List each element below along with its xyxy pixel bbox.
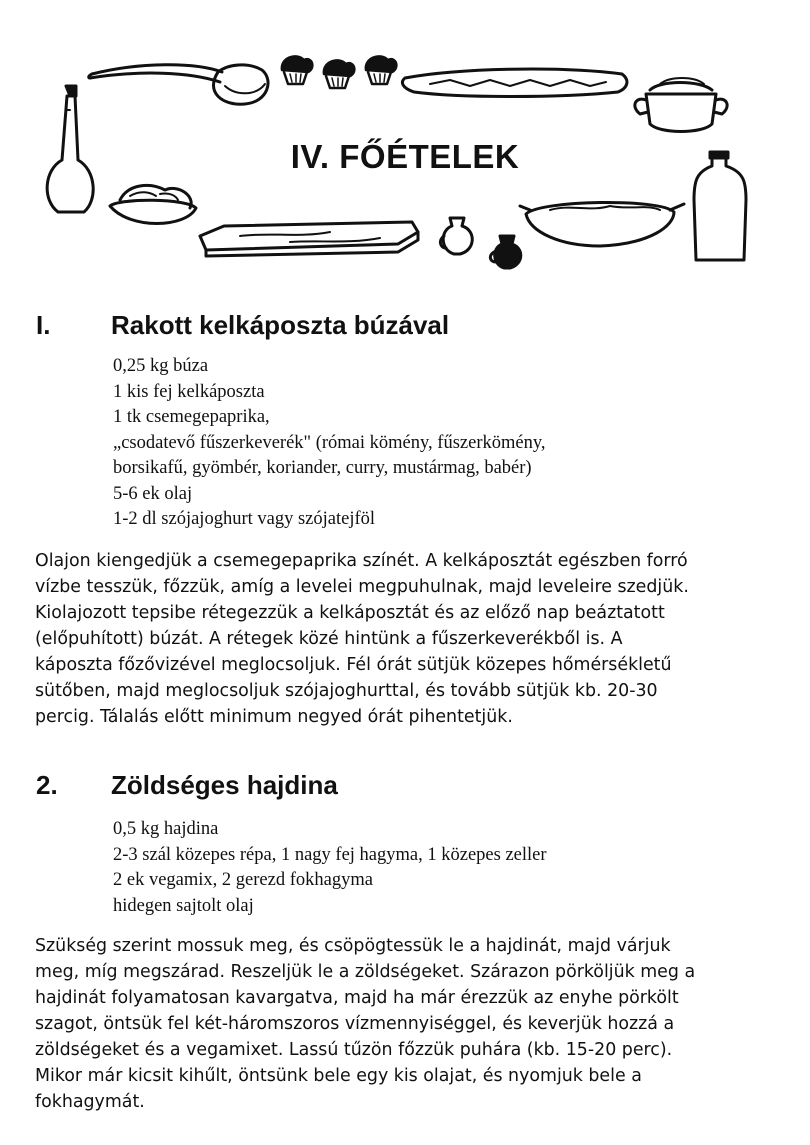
ingredient-line: hidegen sajtolt olaj <box>113 895 254 916</box>
ingredient-line: 5-6 ek olaj <box>113 483 193 504</box>
muffins-icon <box>282 56 397 88</box>
method-line: sütőben, majd meglocsoljuk szójajoghurttal, és tovább sütjük kb. 20-30 <box>35 681 658 701</box>
cutting-board-icon <box>200 222 418 256</box>
method-paragraph <box>35 548 787 730</box>
method-paragraph <box>35 933 787 1115</box>
recipe-number: 2. <box>36 770 58 800</box>
jug-icon <box>490 236 520 268</box>
bowl-icon <box>110 185 196 223</box>
method-line: hajdinát folyamatosan kavargatva, majd ha már érezzük az enyhe pörkölt <box>35 988 679 1008</box>
ingredient-line: 0,5 kg hajdina <box>113 819 219 839</box>
method-line: percig. Tálalás előtt minimum negyed órát pihentetjük. <box>35 707 513 727</box>
method-line: fokhagymát. <box>35 1092 145 1112</box>
recipe-number: I. <box>36 310 51 340</box>
method-line: vízbe tesszük, főzzük, amíg a levelei megpuhulnak, majd leveleire szedjük. <box>35 577 689 597</box>
ingredient-list <box>113 354 546 533</box>
ladle-icon <box>89 65 268 104</box>
method-line: zöldségeket és a vegamixet. Lassú tűzön főzzük puhára (kb. 15-20 perc). <box>35 1040 673 1060</box>
ingredient-line: borsikafű, gyömbér, koriander, curry, mustármag, babér) <box>113 458 532 478</box>
ingredient-list <box>113 817 547 919</box>
method-line: Szükség szerint mossuk meg, és csöpögtessük le a hajdinát, majd várjuk <box>35 936 671 956</box>
baking-dish-icon <box>520 202 684 246</box>
method-line: szagot, öntsük fel két-háromszoros vízmennyiséggel, és keverjük hozzá a <box>35 1014 675 1034</box>
method-line: Mikor már kicsit kihűlt, öntsünk bele egy kis olajat, és nyomjuk bele a <box>35 1066 642 1086</box>
ingredient-line: 0,25 kg búza <box>113 356 209 376</box>
method-line: (előpuhított) búzát. A rétegek közé hintünk a fűszerkeverékből is. A <box>35 629 623 649</box>
ingredient-line: 1-2 dl szójajoghurt vagy szójatejföl <box>113 509 376 529</box>
chapter-title: IV. FŐÉTELEK <box>290 138 520 175</box>
ingredient-line: 1 kis fej kelkáposzta <box>113 381 265 402</box>
ingredient-line: „csodatevő fűszerkeverék" (római kömény, fűszerkömény, <box>113 432 546 453</box>
platter-icon <box>402 69 626 96</box>
ingredient-line: 2 ek vegamix, 2 gerezd fokhagyma <box>113 870 373 890</box>
method-line: Olajon kiengedjük a csemegepaprika színét. A kelkáposztát egészben forró <box>35 551 688 571</box>
jug-icon <box>440 218 472 254</box>
method-line: Kiolajozott tepsibe rétegezzük a kelkáposztát és az előző nap beáztatott <box>35 603 665 623</box>
ingredient-line: 1 tk csemegepaprika, <box>113 407 270 427</box>
method-line: meg, míg megszárad. Reszeljük le a zöldségeket. Szárazon pörköljük meg a <box>35 962 696 982</box>
pot-icon <box>635 78 727 132</box>
recipe-title: Zöldséges hajdina <box>111 770 338 800</box>
method-line: káposzta főzővizével meglocsoljuk. Fél órát sütjük közepes hőmérsékletű <box>35 655 672 675</box>
recipe-title: Rakott kelkáposzta búzával <box>111 310 450 340</box>
ingredient-line: 2-3 szál közepes répa, 1 nagy fej hagyma, 1 közepes zeller <box>113 844 547 865</box>
